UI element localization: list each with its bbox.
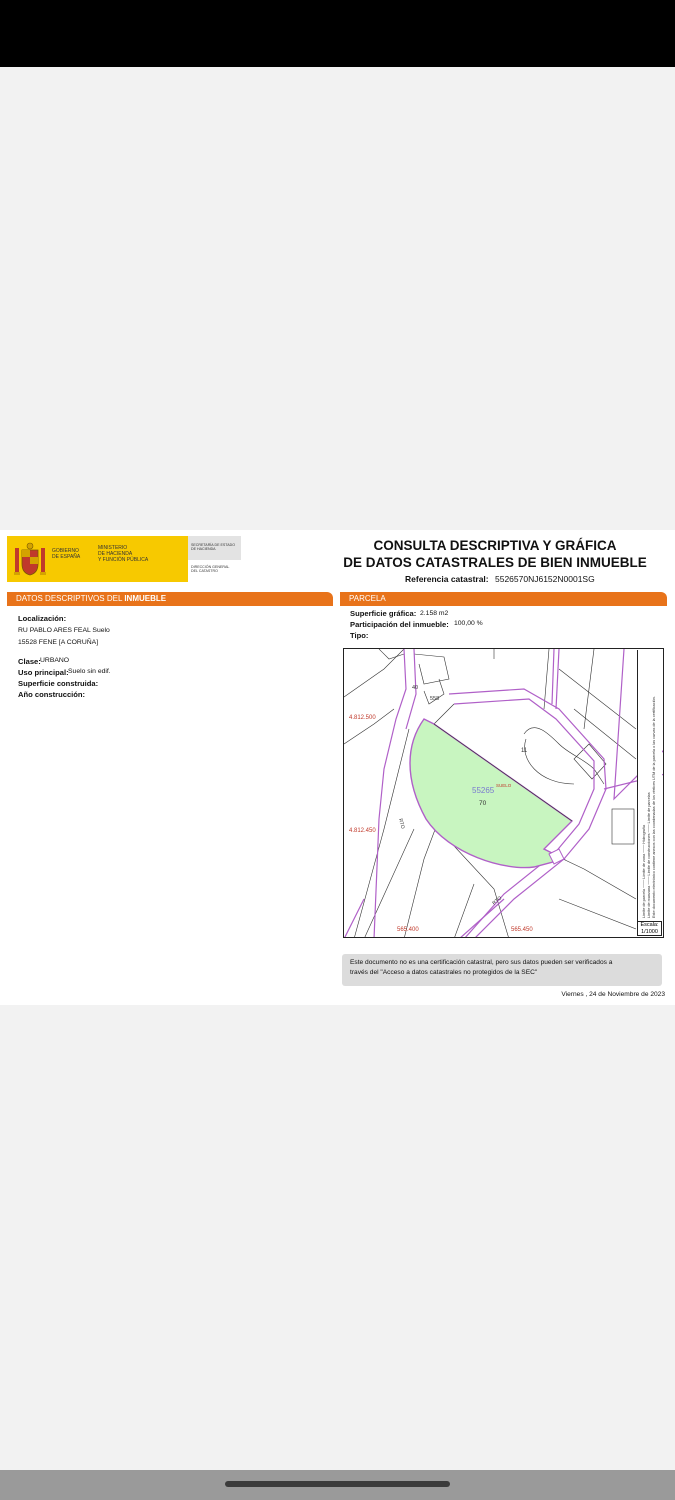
- uso-label: Uso principal:: [18, 668, 69, 677]
- reference-value: 5526570NJ6152N0001SG: [495, 574, 595, 584]
- label-558: 558: [430, 696, 440, 702]
- coat-of-arms-icon: [13, 542, 47, 578]
- secretaria-box: [188, 536, 241, 560]
- tipo-label: Tipo:: [350, 631, 369, 640]
- secretaria-name: SECRETARÍA DE ESTADO DE HACIENDA: [191, 543, 235, 552]
- anio-construccion-label: Año construcción:: [18, 690, 86, 699]
- superficie-grafica-label: Superficie gráfica:: [350, 609, 417, 618]
- scale-box: Escala: 1/1000: [637, 921, 662, 936]
- reference-label: Referencia catastral:: [405, 574, 489, 584]
- coord-y2-label: 4.812.450: [349, 828, 376, 834]
- label-11: 11: [521, 748, 528, 754]
- notice-line2: través del "Acceso a datos catastrales no protegidos de la SEC": [350, 968, 538, 976]
- localizacion-label: Localización:: [18, 614, 67, 623]
- legend-text: Límite de parcela ─── Límite de zona ─── Hidrografía Límite de manzana ─── Límite de construcciones ─── Límite de parcelas Este documento electrónico contiene anexos con las coordenadas de los vértices UTM de la parcela o las curvas de la certificación.: [642, 696, 656, 918]
- suelo-label: SUELO: [496, 783, 512, 788]
- road-label-2: RTO: [491, 895, 504, 907]
- page-title-line1: CONSULTA DESCRIPTIVA Y GRÁFICA: [373, 538, 617, 553]
- participacion-label: Participación del inmueble:: [350, 620, 449, 629]
- disclaimer-notice: [342, 954, 662, 986]
- cadastral-document: [0, 530, 675, 1005]
- ministry-name: MINISTERIO DE HACIENDA Y FUNCIÓN PÚBLICA: [98, 545, 149, 563]
- label-40: 40: [412, 685, 419, 691]
- section-header-inmueble: DATOS DESCRIPTIVOS DEL INMUEBLE: [7, 592, 333, 606]
- clase-label: Clase:: [18, 657, 41, 666]
- participacion-value: 100,00 %: [454, 620, 483, 627]
- coord-y1-label: 4.812.500: [349, 715, 376, 721]
- government-logo: [7, 536, 188, 582]
- section-header-parcela: PARCELA: [340, 592, 667, 606]
- gov-name: GOBIERNO DE ESPAÑA: [52, 548, 81, 560]
- superficie-grafica-value: 2.158 m2: [420, 610, 449, 617]
- notice-line1: Este documento no es una certificación catastral, pero sus datos pueden ser verificados a: [350, 959, 613, 966]
- address-line2: 15528 FENE [A CORUÑA]: [18, 639, 99, 646]
- document-date: Viernes , 24 de Noviembre de 2023: [561, 991, 665, 998]
- home-indicator[interactable]: [225, 1481, 450, 1487]
- parcel-id-label: 55265: [472, 786, 495, 795]
- address-line1: RU PABLO ARES FEAL Suelo: [18, 627, 110, 634]
- parcel-sub-label: 70: [479, 800, 487, 807]
- map-legend: [637, 650, 662, 923]
- direccion-name: DIRECCIÓN GENERAL DEL CATASTRO: [191, 565, 230, 574]
- road-label-1: RTO: [397, 817, 406, 830]
- coord-x1-label: 565.400: [397, 927, 419, 933]
- cadastral-map[interactable]: [343, 648, 664, 938]
- parcel-plan: [344, 649, 664, 938]
- coord-x2-label: 565.450: [511, 927, 533, 933]
- status-bar: [0, 0, 675, 67]
- superficie-construida-label: Superficie construida:: [18, 679, 99, 688]
- page-title-line2: DE DATOS CATASTRALES DE BIEN INMUEBLE: [343, 555, 647, 570]
- clase-value: URBANO: [40, 657, 70, 664]
- uso-value: Suelo sin edif.: [68, 668, 111, 675]
